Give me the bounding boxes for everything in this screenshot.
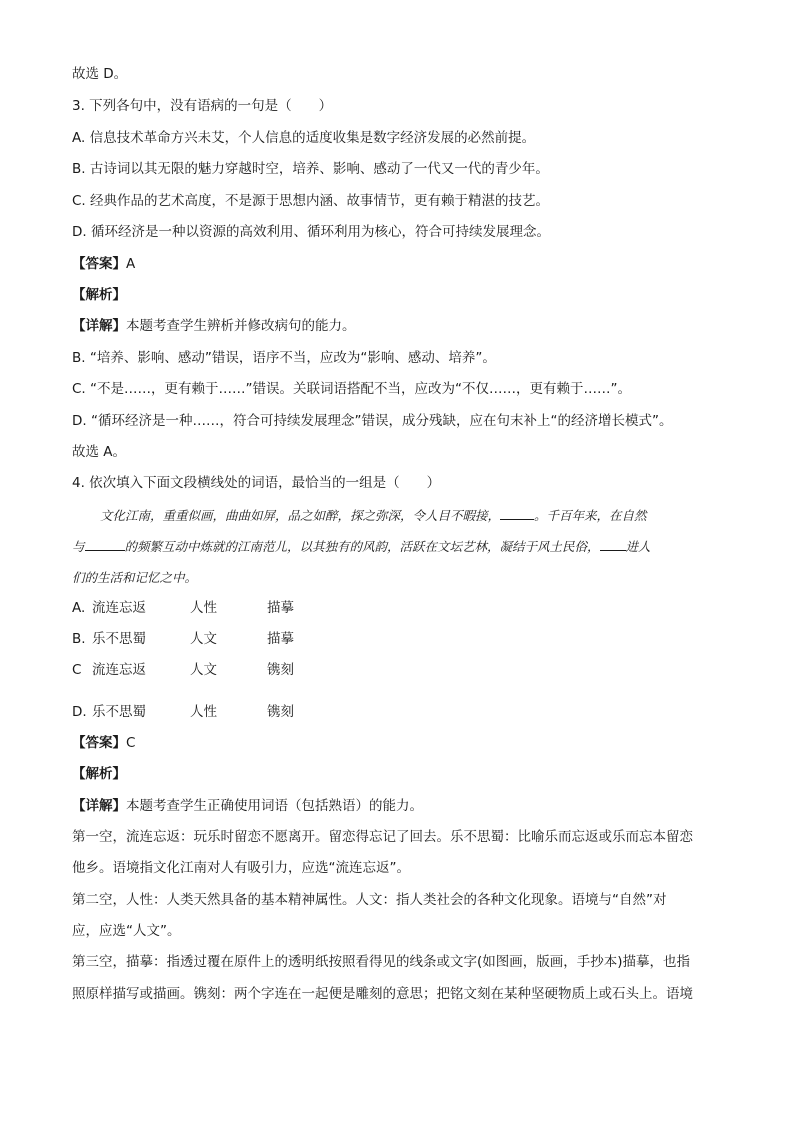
blank-3 bbox=[600, 536, 626, 551]
option-4-c-label: C bbox=[72, 662, 82, 678]
explain-4-blank1-line1: 第一空，流连忘返：玩乐时留恋不愿离开。留恋得忘记了回去。乐不思蜀：比喻乐而忘返或乐而忘本留恋 bbox=[72, 829, 693, 845]
detail-3 bbox=[72, 316, 356, 336]
passage-text: 与 bbox=[72, 539, 85, 554]
passage-text: 文化江南，重重似画，曲曲如屏，品之如醉，探之弥深，令人目不暇接， bbox=[100, 508, 501, 523]
question-3-option-a: A. 信息技术革命方兴未艾，个人信息的适度收集是数字经济发展的必然前提。 bbox=[72, 130, 536, 146]
explain-4-blank2-line2: 应，应选“人文”。 bbox=[72, 923, 181, 939]
answer-4 bbox=[72, 733, 135, 753]
explain-3-c: C. “不是……，更有赖于……”错误。关联词语搭配不当，应改为“不仅……，更有赖于……”。 bbox=[72, 381, 631, 397]
passage-text: 的频繁互动中炼就的江南范儿，以其独有的风韵，活跃在文坛艺林，凝结于风土民俗， bbox=[124, 539, 600, 554]
option-4-c-word3: 镌刻 bbox=[267, 662, 294, 678]
analysis-heading-3: 【解析】 bbox=[72, 287, 126, 303]
option-4-c-word1: 流连忘返 bbox=[92, 662, 146, 678]
select-3: 故选 A。 bbox=[72, 444, 127, 460]
answer-tag: 【答案】 bbox=[72, 256, 126, 272]
explain-3-b: B. “培养、影响、感动”错误，语序不当，应改为“影响、感动、培养”。 bbox=[72, 350, 496, 366]
option-4-b-word2: 人文 bbox=[190, 631, 217, 647]
option-4-d-word3: 镌刻 bbox=[267, 704, 294, 720]
question-3-option-c: C. 经典作品的艺术高度，不是源于思想内涵、故事情节，更有赖于精湛的技艺。 bbox=[72, 193, 550, 209]
analysis-heading-4: 【解析】 bbox=[72, 766, 126, 782]
explain-4-blank2-line1: 第二空，人性：人类天然具备的基本精神属性。人文：指人类社会的各种文化现象。语境与“自然”对 bbox=[72, 892, 667, 908]
passage-text: 。千百年来，在自然 bbox=[534, 508, 647, 523]
option-4-d-label: D. bbox=[72, 704, 87, 720]
passage-line-2 bbox=[72, 536, 651, 557]
text-line: 故选 D。 bbox=[72, 66, 128, 82]
option-4-a-word3: 描摹 bbox=[267, 600, 294, 616]
option-4-a-word2: 人性 bbox=[190, 600, 217, 616]
explain-4-blank3-line2: 照原样描写或描画。镌刻：两个字连在一起便是雕刻的意思；把铭文刻在某种坚硬物质上或石头上。语境 bbox=[72, 986, 693, 1002]
explain-4-blank1-line2: 他乡。语境指文化江南对人有吸引力，应选“流连忘返”。 bbox=[72, 860, 410, 876]
explain-4-blank3-line1: 第三空，描摹：指透过覆在原件上的透明纸按照看得见的线条或文字(如图画，版画，手抄本)描摹，也指 bbox=[72, 954, 691, 970]
option-4-b-word1: 乐不思蜀 bbox=[92, 631, 146, 647]
answer-tag: 【答案】 bbox=[72, 735, 126, 751]
question-3-option-b: B. 古诗词以其无限的魅力穿越时空，培养、影响、感动了一代又一代的青少年。 bbox=[72, 161, 549, 177]
detail-text: 本题考查学生正确使用词语（包括熟语）的能力。 bbox=[126, 798, 423, 814]
explain-3-d: D. “循环经济是一种……，符合可持续发展理念”错误，成分残缺，应在句末补上“的经济增长模式”。 bbox=[72, 413, 673, 429]
answer-value: A bbox=[126, 256, 136, 272]
option-4-b-label: B. bbox=[72, 631, 86, 647]
blank-1 bbox=[500, 505, 534, 520]
passage-line-3: 们的生活和记忆之中。 bbox=[72, 570, 198, 585]
detail-tag: 【详解】 bbox=[72, 798, 126, 814]
detail-tag: 【详解】 bbox=[72, 318, 126, 334]
option-4-d-word1: 乐不思蜀 bbox=[92, 704, 146, 720]
option-4-a-label: A. bbox=[72, 600, 86, 616]
question-3-stem: 3. 下列各句中，没有语病的一句是（ ） bbox=[72, 98, 333, 114]
answer-3 bbox=[72, 254, 135, 274]
passage-text: 进人 bbox=[625, 539, 651, 554]
passage-line-1 bbox=[100, 505, 647, 526]
option-4-d-word2: 人性 bbox=[190, 704, 217, 720]
detail-text: 本题考查学生辨析并修改病句的能力。 bbox=[126, 318, 356, 334]
option-4-a-word1: 流连忘返 bbox=[92, 600, 146, 616]
question-3-option-d: D. 循环经济是一种以资源的高效利用、循环利用为核心，符合可持续发展理念。 bbox=[72, 224, 550, 240]
option-4-b-word3: 描摹 bbox=[267, 631, 294, 647]
blank-2 bbox=[85, 536, 125, 551]
answer-value: C bbox=[126, 735, 136, 751]
detail-4 bbox=[72, 796, 423, 816]
option-4-c-word2: 人文 bbox=[190, 662, 217, 678]
question-4-stem: 4. 依次填入下面文段横线处的词语，最恰当的一组是（ ） bbox=[72, 475, 441, 491]
